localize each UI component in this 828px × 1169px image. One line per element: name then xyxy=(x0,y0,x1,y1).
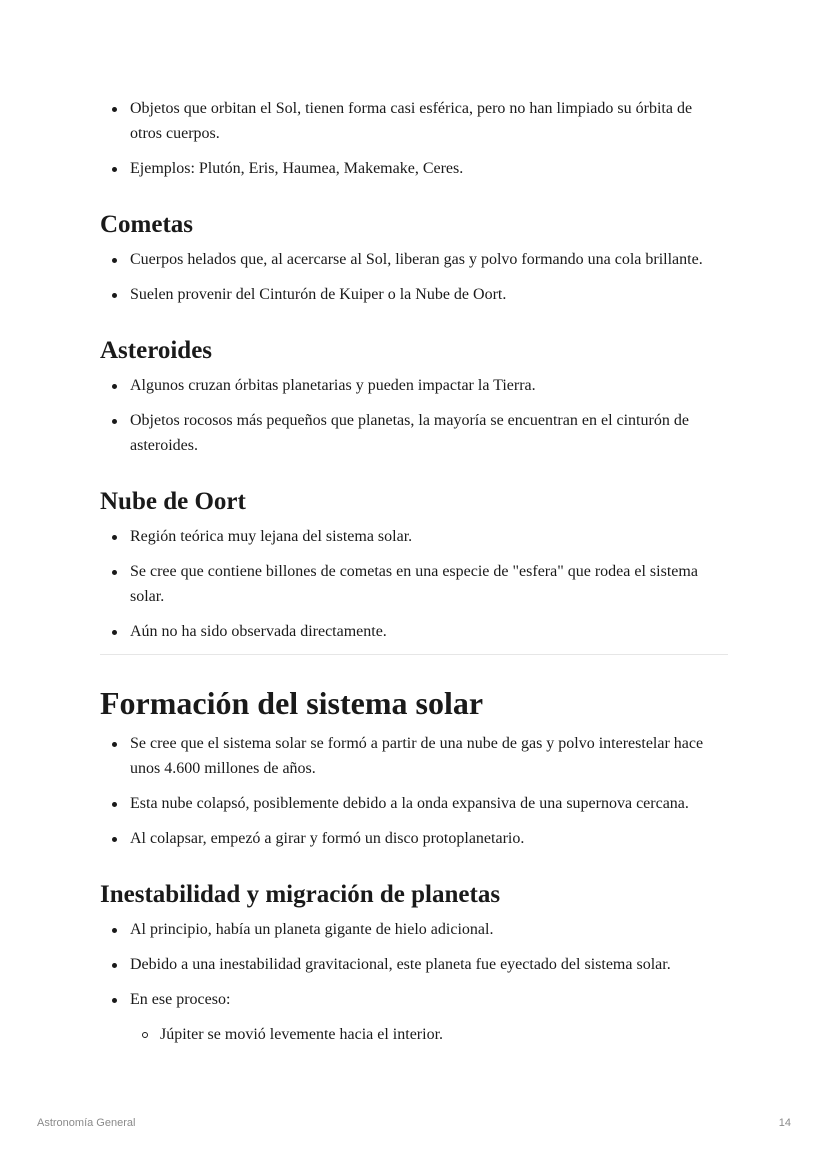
inestabilidad-list xyxy=(100,917,728,1047)
list-item: Objetos rocosos más pequeños que planetas, la mayoría se encuentran en el cinturón de asteroides. xyxy=(130,408,728,458)
list-item: Región teórica muy lejana del sistema solar. xyxy=(130,524,728,549)
list-item: Se cree que contiene billones de cometas en una especie de "esfera" que rodea el sistema solar. xyxy=(130,559,728,609)
list-item: Suelen provenir del Cinturón de Kuiper o la Nube de Oort. xyxy=(130,282,728,307)
heading-cometas: Cometas xyxy=(100,211,194,238)
list-item: Ejemplos: Plutón, Eris, Haumea, Makemake, Ceres. xyxy=(130,156,728,181)
heading-formacion: Formación del sistema solar xyxy=(100,685,484,721)
list-item: Al principio, había un planeta gigante de hielo adicional. xyxy=(130,917,728,942)
document-body xyxy=(100,96,728,1057)
list-item: Objetos que orbitan el Sol, tienen forma casi esférica, pero no han limpiado su órbita de otros cuerpos. xyxy=(130,96,728,146)
cometas-list xyxy=(100,247,728,307)
list-item: Al colapsar, empezó a girar y formó un disco protoplanetario. xyxy=(130,826,728,851)
nested-list-item: Júpiter se movió levemente hacia el interior. xyxy=(160,1022,728,1047)
list-item: Esta nube colapsó, posiblemente debido a la onda expansiva de una supernova cercana. xyxy=(130,791,728,816)
list-item xyxy=(130,987,728,1047)
heading-inestabilidad: Inestabilidad y migración de planetas xyxy=(100,881,501,908)
list-item: Algunos cruzan órbitas planetarias y pueden impactar la Tierra. xyxy=(130,373,728,398)
list-item: Aún no ha sido observada directamente. xyxy=(130,619,728,644)
nube-oort-list xyxy=(100,524,728,644)
asteroides-list xyxy=(100,373,728,458)
list-item: Cuerpos helados que, al acercarse al Sol, liberan gas y polvo formando una cola brillante. xyxy=(130,247,728,272)
footer-title: Astronomía General xyxy=(37,1117,136,1129)
list-item-text: En ese proceso: xyxy=(130,991,231,1008)
heading-asteroides: Asteroides xyxy=(100,337,213,364)
list-item: Se cree que el sistema solar se formó a partir de una nube de gas y polvo interestelar hace unos 4.600 millones de años. xyxy=(130,731,728,781)
formacion-list xyxy=(100,731,728,851)
intro-list xyxy=(100,96,728,181)
heading-nube-de-oort: Nube de Oort xyxy=(100,488,246,515)
list-item: Debido a una inestabilidad gravitacional, este planeta fue eyectado del sistema solar. xyxy=(130,952,728,977)
nested-list xyxy=(130,1022,728,1047)
page-number: 14 xyxy=(778,1117,791,1129)
